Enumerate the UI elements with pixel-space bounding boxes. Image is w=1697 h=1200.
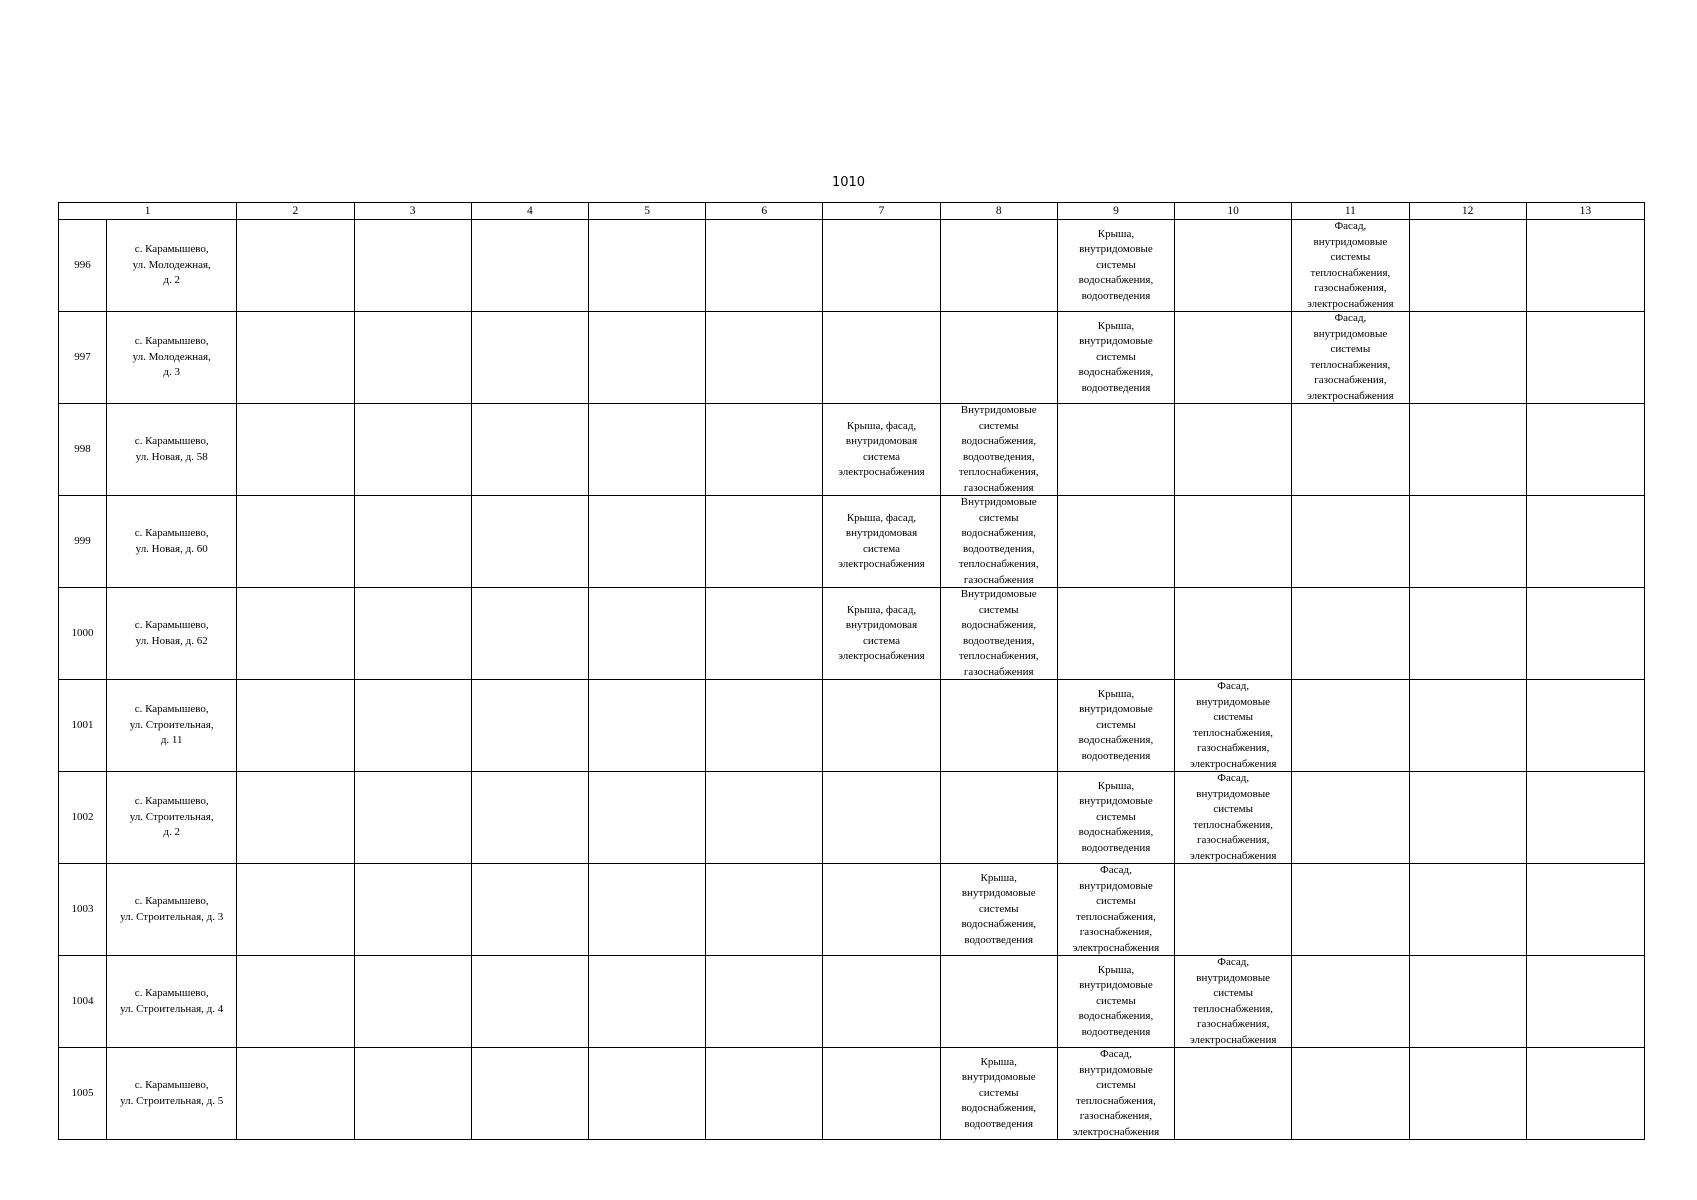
- table-cell: [471, 312, 588, 404]
- table-cell: [1292, 680, 1409, 772]
- address-text: с. Карамышево, ул. Молодежная, д. 2: [132, 243, 211, 287]
- repair-schedule-table: [58, 202, 1645, 1140]
- cell-text: [1412, 496, 1524, 587]
- table-cell: [588, 680, 705, 772]
- cell-text: [943, 956, 1055, 1047]
- table-cell: [706, 312, 823, 404]
- cell-text: [591, 496, 703, 587]
- table-cell: [1409, 312, 1526, 404]
- cell-text: [474, 680, 586, 771]
- address-cell: [107, 956, 237, 1048]
- table-cell: [823, 1048, 940, 1140]
- cell-text: [474, 1048, 586, 1139]
- table-cell: [471, 1048, 588, 1140]
- address-cell: [107, 680, 237, 772]
- cell-text: [1177, 220, 1289, 311]
- table-cell: [706, 680, 823, 772]
- cell-text: [708, 680, 820, 771]
- cell-text: Крыша, внутридомовые системы водоснабжения, водоотведения: [1078, 227, 1154, 302]
- table-cell: [354, 496, 471, 588]
- table-cell: [237, 588, 354, 680]
- cell-text: [708, 772, 820, 863]
- cell-text: [1412, 1048, 1524, 1139]
- table-cell: [1057, 496, 1174, 588]
- cell-text: [943, 772, 1055, 863]
- table-cell: [588, 1048, 705, 1140]
- cell-text: [825, 680, 937, 771]
- cell-text: [591, 772, 703, 863]
- cell-text: [591, 864, 703, 955]
- table-cell: [706, 588, 823, 680]
- table-row: [59, 864, 1645, 956]
- cell-text: [357, 864, 469, 955]
- cell-text: [239, 864, 351, 955]
- table-row: [59, 772, 1645, 864]
- table-cell: [823, 312, 940, 404]
- table-cell: [1292, 496, 1409, 588]
- cell-text: [357, 680, 469, 771]
- table-cell: [237, 680, 354, 772]
- cell-text: [1529, 956, 1642, 1047]
- address-cell: [107, 864, 237, 956]
- table-cell: [823, 680, 940, 772]
- cell-text: [825, 220, 937, 311]
- cell-text: [591, 956, 703, 1047]
- cell-text: [239, 220, 351, 311]
- cell-text: [1177, 864, 1289, 955]
- table-row: [59, 588, 1645, 680]
- table-cell: [1292, 864, 1409, 956]
- cell-text: [474, 864, 586, 955]
- cell-text: [943, 312, 1055, 403]
- table-cell: [237, 220, 354, 312]
- table-cell: [1057, 220, 1174, 312]
- table-row: [59, 404, 1645, 496]
- cell-text: Фасад, внутридомовые системы теплоснабжения, газоснабжения, электроснабжения: [1307, 220, 1394, 310]
- table-cell: [1175, 496, 1292, 588]
- cell-text: [825, 956, 937, 1047]
- cell-text: [474, 588, 586, 679]
- table-cell: [940, 496, 1057, 588]
- column-header: 10: [1175, 203, 1292, 220]
- table-cell: [706, 864, 823, 956]
- table-cell: [1175, 864, 1292, 956]
- address-cell: [107, 496, 237, 588]
- column-header: 3: [354, 203, 471, 220]
- table-cell: [471, 772, 588, 864]
- table-cell: [237, 312, 354, 404]
- table-cell: [1526, 588, 1644, 680]
- table-cell: [1292, 588, 1409, 680]
- table-cell: [940, 312, 1057, 404]
- cell-text: [708, 864, 820, 955]
- table-cell: [237, 772, 354, 864]
- cell-text: [1294, 956, 1406, 1047]
- table-cell: [706, 496, 823, 588]
- table-cell: [471, 864, 588, 956]
- cell-text: [1060, 496, 1172, 587]
- address-cell: [107, 220, 237, 312]
- address-text: с. Карамышево, ул. Новая, д. 60: [134, 527, 209, 555]
- table-cell: [1057, 404, 1174, 496]
- table-cell: [471, 680, 588, 772]
- table-cell: [471, 404, 588, 496]
- column-header: 7: [823, 203, 940, 220]
- cell-text: [708, 588, 820, 679]
- table-cell: [237, 1048, 354, 1140]
- table-row: [59, 312, 1645, 404]
- table-cell: [1292, 312, 1409, 404]
- table-cell: [1292, 956, 1409, 1048]
- column-header: 9: [1057, 203, 1174, 220]
- table-cell: [1409, 680, 1526, 772]
- cell-text: [708, 220, 820, 311]
- table-cell: [1526, 496, 1644, 588]
- table-cell: [1409, 404, 1526, 496]
- table-cell: [1526, 956, 1644, 1048]
- cell-text: [239, 956, 351, 1047]
- table-cell: [1526, 404, 1644, 496]
- cell-text: [708, 956, 820, 1047]
- table-cell: [1175, 956, 1292, 1048]
- column-header: 13: [1526, 203, 1644, 220]
- column-header: 8: [940, 203, 1057, 220]
- cell-text: [1412, 404, 1524, 495]
- table-cell: [823, 588, 940, 680]
- table-cell: [940, 772, 1057, 864]
- cell-text: [591, 312, 703, 403]
- table-cell: [1057, 680, 1174, 772]
- table-cell: [237, 404, 354, 496]
- cell-text: [591, 680, 703, 771]
- table-cell: [706, 1048, 823, 1140]
- table-cell: [1409, 772, 1526, 864]
- table-cell: [823, 496, 940, 588]
- table-cell: [354, 864, 471, 956]
- table-cell: [1175, 680, 1292, 772]
- cell-text: [239, 680, 351, 771]
- cell-text: [1177, 588, 1289, 679]
- cell-text: [239, 772, 351, 863]
- cell-text: Фасад, внутридомовые системы теплоснабжения, газоснабжения, электроснабжения: [1189, 680, 1277, 770]
- cell-text: [474, 404, 586, 495]
- cell-text: [1294, 772, 1406, 863]
- table-cell: [1409, 956, 1526, 1048]
- cell-text: [1177, 496, 1289, 587]
- table-header-row: [59, 203, 1645, 220]
- cell-text: [1412, 956, 1524, 1047]
- table-cell: [588, 220, 705, 312]
- table-cell: [588, 496, 705, 588]
- cell-text: [591, 404, 703, 495]
- table-cell: [354, 772, 471, 864]
- table-row: [59, 1048, 1645, 1140]
- row-number: 1004: [59, 956, 107, 1048]
- table-cell: [1526, 772, 1644, 864]
- cell-text: [591, 220, 703, 311]
- cell-text: [474, 220, 586, 311]
- row-number: 1000: [59, 588, 107, 680]
- column-header: 2: [237, 203, 354, 220]
- cell-text: [357, 496, 469, 587]
- table-cell: [706, 404, 823, 496]
- table-cell: [354, 588, 471, 680]
- table-cell: [588, 404, 705, 496]
- cell-text: [357, 588, 469, 679]
- cell-text: Внутридомовые системы водоснабжения, водоотведения, теплоснабжения, газоснабжения: [958, 588, 1039, 678]
- cell-text: Крыша, внутридомовые системы водоснабжения, водоотведения: [961, 871, 1037, 946]
- table-cell: [354, 1048, 471, 1140]
- table-cell: [1057, 312, 1174, 404]
- cell-text: [1529, 772, 1642, 863]
- cell-text: Крыша, внутридомовые системы водоснабжения, водоотведения: [1078, 963, 1154, 1038]
- table-cell: [1175, 220, 1292, 312]
- cell-text: [1177, 312, 1289, 403]
- cell-text: [474, 496, 586, 587]
- cell-text: [1060, 588, 1172, 679]
- table-cell: [1526, 1048, 1644, 1140]
- cell-text: [1177, 1048, 1289, 1139]
- cell-text: [1294, 1048, 1406, 1139]
- table-cell: [1057, 956, 1174, 1048]
- table-cell: [1409, 496, 1526, 588]
- table-cell: [588, 956, 705, 1048]
- table-row: [59, 680, 1645, 772]
- table-cell: [354, 956, 471, 1048]
- table-cell: [823, 220, 940, 312]
- cell-text: [1412, 772, 1524, 863]
- table-cell: [471, 588, 588, 680]
- cell-text: [239, 1048, 351, 1139]
- table-cell: [1526, 220, 1644, 312]
- cell-text: Крыша, фасад, внутридомовая система электроснабжения: [838, 419, 925, 478]
- cell-text: [1294, 404, 1406, 495]
- column-header: 11: [1292, 203, 1409, 220]
- cell-text: [1412, 680, 1524, 771]
- table-cell: [706, 772, 823, 864]
- table-cell: [1409, 1048, 1526, 1140]
- cell-text: Крыша, фасад, внутридомовая система электроснабжения: [838, 603, 925, 662]
- cell-text: [1294, 864, 1406, 955]
- cell-text: [357, 220, 469, 311]
- cell-text: [1412, 864, 1524, 955]
- address-text: с. Карамышево, ул. Новая, д. 62: [134, 619, 209, 647]
- cell-text: Фасад, внутридомовые системы теплоснабжения, газоснабжения, электроснабжения: [1307, 312, 1394, 402]
- table-cell: [471, 496, 588, 588]
- row-number: 996: [59, 220, 107, 312]
- address-text: с. Карамышево, ул. Строительная, д. 4: [120, 987, 224, 1015]
- cell-text: [825, 1048, 937, 1139]
- table-cell: [1526, 312, 1644, 404]
- table-cell: [940, 680, 1057, 772]
- cell-text: [1294, 588, 1406, 679]
- table-cell: [1057, 1048, 1174, 1140]
- cell-text: [591, 588, 703, 679]
- table-cell: [471, 220, 588, 312]
- table-cell: [706, 956, 823, 1048]
- cell-text: [474, 772, 586, 863]
- cell-text: [239, 588, 351, 679]
- table-cell: [471, 956, 588, 1048]
- table-cell: [237, 496, 354, 588]
- cell-text: [1529, 588, 1642, 679]
- cell-text: Внутридомовые системы водоснабжения, водоотведения, теплоснабжения, газоснабжения: [958, 496, 1039, 586]
- row-number: 999: [59, 496, 107, 588]
- table-cell: [823, 772, 940, 864]
- address-cell: [107, 404, 237, 496]
- table-cell: [1292, 404, 1409, 496]
- table-cell: [940, 864, 1057, 956]
- address-text: с. Карамышево, ул. Строительная, д. 2: [129, 795, 214, 839]
- table-cell: [1409, 864, 1526, 956]
- address-text: с. Карамышево, ул. Строительная, д. 3: [120, 895, 224, 923]
- cell-text: [239, 404, 351, 495]
- cell-text: [708, 404, 820, 495]
- cell-text: [474, 312, 586, 403]
- table-cell: [237, 956, 354, 1048]
- cell-text: Крыша, фасад, внутридомовая система электроснабжения: [838, 511, 925, 570]
- table-cell: [1526, 680, 1644, 772]
- table-cell: [1057, 772, 1174, 864]
- table-cell: [588, 772, 705, 864]
- cell-text: [1412, 588, 1524, 679]
- column-header: 4: [471, 203, 588, 220]
- table-cell: [940, 956, 1057, 1048]
- cell-text: [1529, 404, 1642, 495]
- table-cell: [1057, 864, 1174, 956]
- address-text: с. Карамышево, ул. Новая, д. 58: [134, 435, 209, 463]
- table-cell: [1292, 772, 1409, 864]
- table-cell: [354, 220, 471, 312]
- cell-text: Крыша, внутридомовые системы водоснабжения, водоотведения: [961, 1055, 1037, 1130]
- cell-text: [1294, 496, 1406, 587]
- column-header: 12: [1409, 203, 1526, 220]
- table-cell: [237, 864, 354, 956]
- table-cell: [1175, 772, 1292, 864]
- table-cell: [940, 220, 1057, 312]
- table-cell: [823, 404, 940, 496]
- table-cell: [940, 588, 1057, 680]
- table-cell: [1175, 312, 1292, 404]
- cell-text: Крыша, внутридомовые системы водоснабжения, водоотведения: [1078, 779, 1154, 854]
- row-number: 1005: [59, 1048, 107, 1140]
- cell-text: [357, 404, 469, 495]
- address-cell: [107, 588, 237, 680]
- cell-text: [357, 772, 469, 863]
- cell-text: [1412, 312, 1524, 403]
- cell-text: [708, 496, 820, 587]
- cell-text: [708, 1048, 820, 1139]
- table-cell: [1409, 220, 1526, 312]
- row-number: 1002: [59, 772, 107, 864]
- row-number: 997: [59, 312, 107, 404]
- cell-text: [943, 220, 1055, 311]
- cell-text: [943, 680, 1055, 771]
- cell-text: [1529, 496, 1642, 587]
- row-number: 998: [59, 404, 107, 496]
- cell-text: [239, 496, 351, 587]
- table-cell: [1175, 404, 1292, 496]
- address-cell: [107, 772, 237, 864]
- cell-text: [1529, 864, 1642, 955]
- column-header: 1: [59, 203, 237, 220]
- table-row: [59, 496, 1645, 588]
- cell-text: Фасад, внутридомовые системы теплоснабжения, газоснабжения, электроснабжения: [1072, 1048, 1160, 1138]
- cell-text: [357, 956, 469, 1047]
- table-cell: [940, 1048, 1057, 1140]
- table-cell: [1526, 864, 1644, 956]
- row-number: 1001: [59, 680, 107, 772]
- table-cell: [1292, 1048, 1409, 1140]
- table-cell: [1175, 1048, 1292, 1140]
- cell-text: [357, 312, 469, 403]
- table-row: [59, 956, 1645, 1048]
- cell-text: Фасад, внутридомовые системы теплоснабжения, газоснабжения, электроснабжения: [1189, 956, 1277, 1046]
- cell-text: [708, 312, 820, 403]
- cell-text: Фасад, внутридомовые системы теплоснабжения, газоснабжения, электроснабжения: [1189, 772, 1277, 862]
- cell-text: [1529, 1048, 1642, 1139]
- cell-text: [1177, 404, 1289, 495]
- table-cell: [354, 312, 471, 404]
- table-cell: [1292, 220, 1409, 312]
- cell-text: [474, 956, 586, 1047]
- cell-text: Фасад, внутридомовые системы теплоснабжения, газоснабжения, электроснабжения: [1072, 864, 1160, 954]
- table-cell: [354, 680, 471, 772]
- table-cell: [588, 588, 705, 680]
- address-cell: [107, 312, 237, 404]
- cell-text: [1529, 312, 1642, 403]
- table-cell: [940, 404, 1057, 496]
- column-header: 6: [706, 203, 823, 220]
- address-text: с. Карамышево, ул. Строительная, д. 11: [129, 703, 214, 747]
- table-cell: [706, 220, 823, 312]
- table-cell: [1057, 588, 1174, 680]
- table-body: [59, 220, 1645, 1140]
- table-cell: [354, 404, 471, 496]
- cell-text: Крыша, внутридомовые системы водоснабжения, водоотведения: [1078, 319, 1154, 394]
- cell-text: [1529, 220, 1642, 311]
- cell-text: [1294, 680, 1406, 771]
- row-number: 1003: [59, 864, 107, 956]
- cell-text: [591, 1048, 703, 1139]
- address-text: с. Карамышево, ул. Строительная, д. 5: [120, 1079, 224, 1107]
- table-cell: [588, 312, 705, 404]
- column-header: 5: [588, 203, 705, 220]
- table-row: [59, 220, 1645, 312]
- table-cell: [823, 956, 940, 1048]
- cell-text: [357, 1048, 469, 1139]
- cell-text: [825, 772, 937, 863]
- cell-text: [1412, 220, 1524, 311]
- table-cell: [1409, 588, 1526, 680]
- cell-text: [825, 312, 937, 403]
- cell-text: [239, 312, 351, 403]
- address-text: с. Карамышево, ул. Молодежная, д. 3: [132, 335, 211, 379]
- cell-text: Крыша, внутридомовые системы водоснабжения, водоотведения: [1078, 687, 1154, 762]
- cell-text: [1529, 680, 1642, 771]
- page-number: 1010: [831, 175, 866, 190]
- table-cell: [588, 864, 705, 956]
- cell-text: Внутридомовые системы водоснабжения, водоотведения, теплоснабжения, газоснабжения: [958, 404, 1039, 494]
- address-cell: [107, 1048, 237, 1140]
- cell-text: [825, 864, 937, 955]
- table-cell: [1175, 588, 1292, 680]
- cell-text: [1060, 404, 1172, 495]
- table-cell: [823, 864, 940, 956]
